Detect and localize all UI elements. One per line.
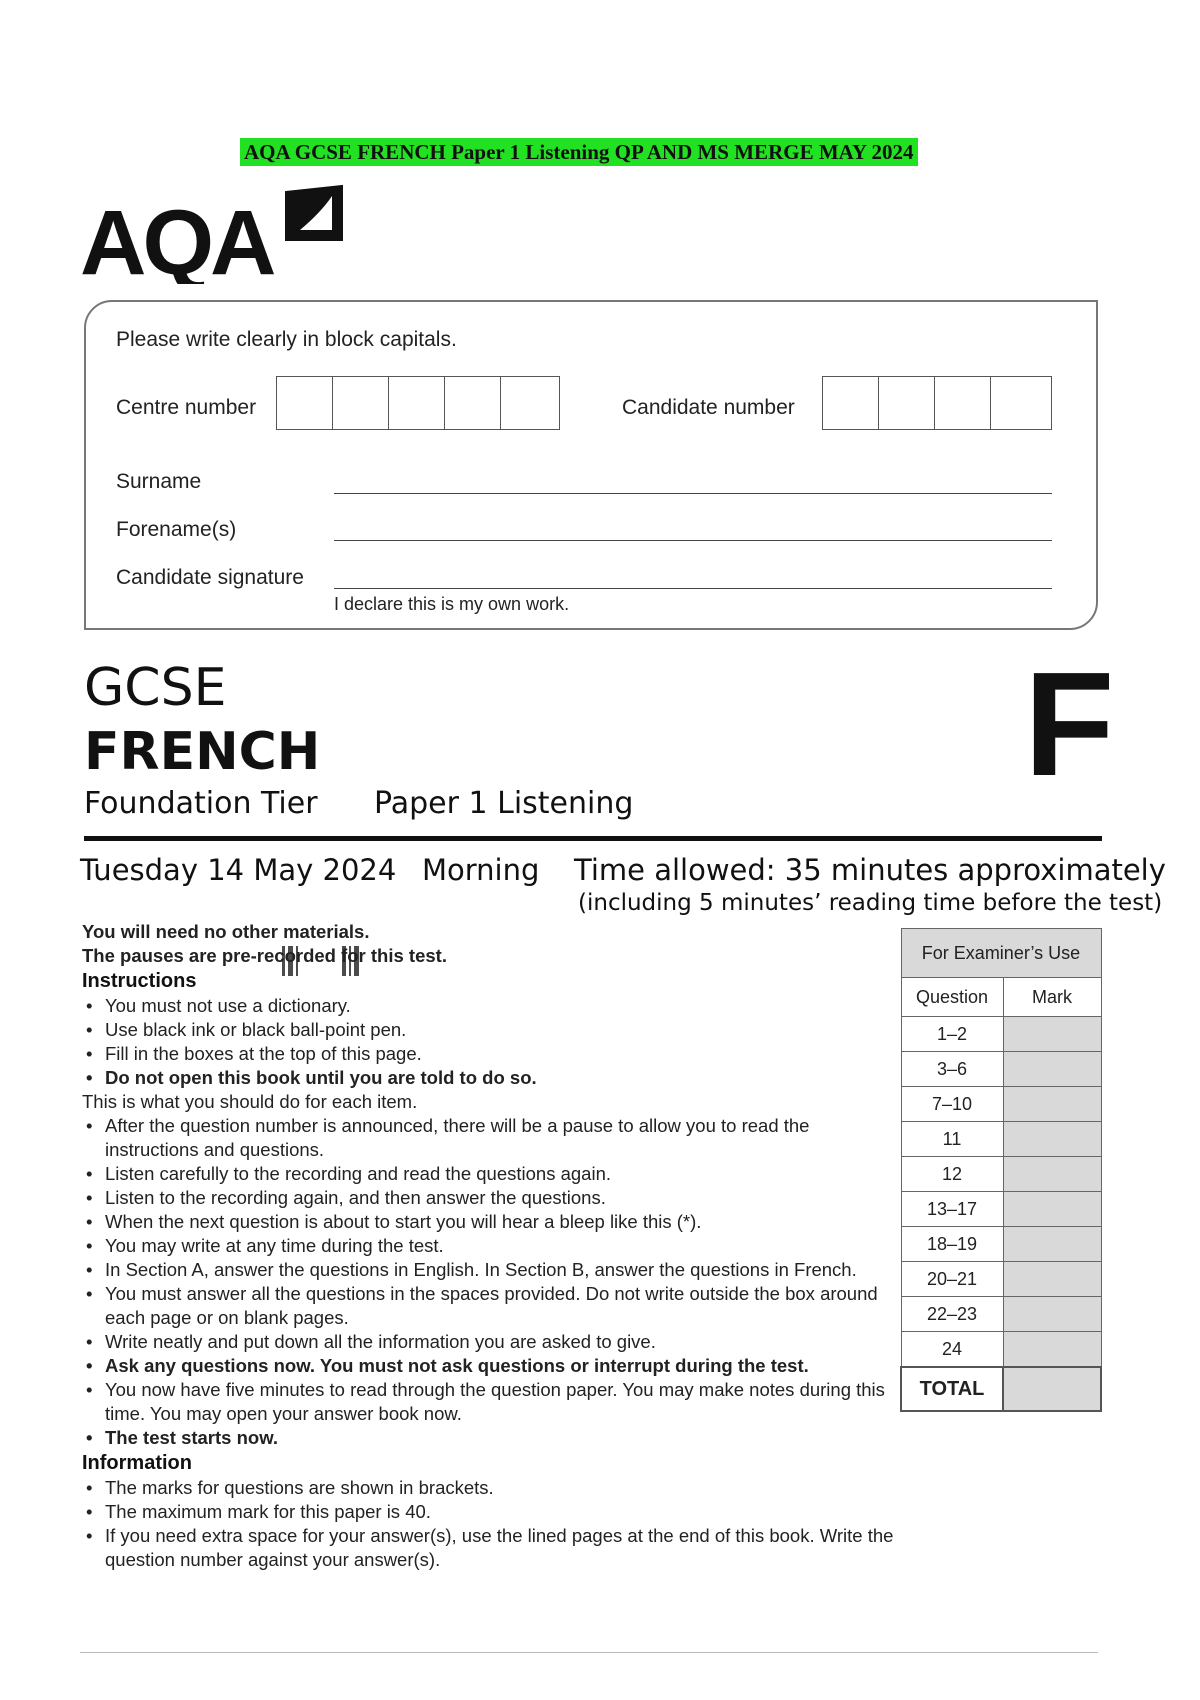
list-item: • Fill in the boxes at the top of this page. (82, 1042, 902, 1066)
table-row (901, 1052, 1101, 1087)
mark-cell (1003, 1227, 1101, 1262)
declaration-text: I declare this is my own work. (334, 594, 570, 614)
column-header-question: Question (901, 978, 1003, 1017)
question-number: 7–10 (901, 1087, 1003, 1122)
digit-box[interactable] (445, 377, 501, 429)
question-number: 20–21 (901, 1262, 1003, 1297)
materials-line: You will need no other materials. (82, 921, 370, 942)
list-item: • You must not use a dictionary. (82, 994, 902, 1018)
table-row (901, 1122, 1101, 1157)
question-number: 18–19 (901, 1227, 1003, 1262)
mark-cell (1003, 1332, 1101, 1368)
mark-cell (1003, 1087, 1101, 1122)
mark-cell (1003, 1192, 1101, 1227)
document-banner: AQA GCSE FRENCH Paper 1 Listening QP AND MS MERGE MAY 2024 (240, 138, 918, 166)
list-item: • The test starts now. (82, 1426, 902, 1450)
mark-cell (1003, 1297, 1101, 1332)
centre-number-label: Centre number (116, 396, 257, 419)
forenames-label: Forename(s) (116, 518, 237, 541)
table-row (901, 1227, 1101, 1262)
list-item: • Ask any questions now. You must not ask questions or interrupt during the test. (82, 1354, 902, 1378)
instructions-list (82, 994, 902, 1090)
list-item: • You may write at any time during the test. (82, 1234, 902, 1258)
question-number: 1–2 (901, 1017, 1003, 1052)
question-number: 3–6 (901, 1052, 1003, 1087)
total-mark-cell (1003, 1367, 1101, 1411)
list-item: • Write neatly and put down all the information you are asked to give. (82, 1330, 902, 1354)
mark-cell (1003, 1122, 1101, 1157)
digit-box[interactable] (501, 377, 557, 429)
digit-box[interactable] (823, 377, 879, 429)
digit-box[interactable] (879, 377, 935, 429)
pauses-line: The pauses are pre-recorded for this test. (82, 945, 447, 966)
svg-text:AQA: AQA (80, 192, 273, 284)
digit-box[interactable] (935, 377, 991, 429)
digit-box[interactable] (277, 377, 333, 429)
list-item: • In Section A, answer the questions in English. In Section B, answer the questions in French. (82, 1258, 902, 1282)
table-row (901, 1192, 1101, 1227)
list-item: • If you need extra space for your answer(s), use the lined pages at the end of this book. Write the question number against your answer(s). (82, 1524, 902, 1572)
total-row (901, 1367, 1101, 1411)
mark-cell (1003, 1157, 1101, 1192)
examiner-table-title: For Examiner’s Use (901, 929, 1101, 978)
instructions-section (82, 920, 902, 1572)
time-allowed: Time allowed: 35 minutes approximately (574, 853, 1166, 887)
list-item: • When the next question is about to start you will hear a bleep like this (*). (82, 1210, 902, 1234)
surname-field[interactable] (334, 493, 1052, 494)
reading-time-note: (including 5 minutes’ reading time before the test) (578, 890, 1163, 916)
subject-title: FRENCH (84, 722, 321, 782)
question-number: 12 (901, 1157, 1003, 1192)
paper-label: Paper 1 Listening (374, 786, 634, 821)
question-number: 11 (901, 1122, 1003, 1157)
table-row (901, 1332, 1101, 1368)
information-list (82, 1476, 902, 1572)
tier-letter: F (1024, 642, 1115, 807)
list-item: • Do not open this book until you are told to do so. (82, 1066, 902, 1090)
list-item: • Listen to the recording again, and then answer the questions. (82, 1186, 902, 1210)
forenames-field[interactable] (334, 540, 1052, 541)
signature-field[interactable] (334, 588, 1052, 589)
digit-box[interactable] (389, 377, 445, 429)
steps-list (82, 1114, 902, 1450)
list-item: • Use black ink or black ball-point pen. (82, 1018, 902, 1042)
footer-divider (80, 1652, 1098, 1653)
candidate-number-label: Candidate number (622, 396, 795, 419)
question-number: 22–23 (901, 1297, 1003, 1332)
examiner-use-table (900, 928, 1102, 1412)
exam-date: Tuesday 14 May 2024 (80, 853, 397, 887)
table-row (901, 1262, 1101, 1297)
instructions-heading: Instructions (82, 970, 197, 992)
table-row (901, 1297, 1101, 1332)
signature-label: Candidate signature (116, 566, 304, 589)
digit-box[interactable] (991, 377, 1047, 429)
list-item: • The maximum mark for this paper is 40. (82, 1500, 902, 1524)
question-number: 13–17 (901, 1192, 1003, 1227)
candidate-number-boxes[interactable] (822, 376, 1052, 430)
list-item: • Listen carefully to the recording and read the questions again. (82, 1162, 902, 1186)
tier-label: Foundation Tier (84, 786, 318, 821)
total-label: TOTAL (901, 1367, 1003, 1411)
digit-box[interactable] (333, 377, 389, 429)
aqa-logo (80, 184, 350, 284)
mark-cell (1003, 1262, 1101, 1297)
each-item-intro: This is what you should do for each item. (82, 1091, 418, 1112)
table-row (901, 1157, 1101, 1192)
list-item: • After the question number is announced, there will be a pause to allow you to read the instructions and questions. (82, 1114, 902, 1162)
qualification-title: GCSE (84, 658, 227, 718)
mark-cell (1003, 1017, 1101, 1052)
table-row (901, 1087, 1101, 1122)
list-item: • You must answer all the questions in the spaces provided. Do not write outside the box around each page or on blank pages. (82, 1282, 902, 1330)
form-intro: Please write clearly in block capitals. (116, 328, 457, 351)
question-number: 24 (901, 1332, 1003, 1368)
surname-label: Surname (116, 470, 202, 493)
column-header-mark: Mark (1003, 978, 1101, 1017)
table-row (901, 1017, 1101, 1052)
list-item: • The marks for questions are shown in brackets. (82, 1476, 902, 1500)
title-rule (84, 836, 1102, 841)
mark-cell (1003, 1052, 1101, 1087)
exam-session: Morning (422, 853, 540, 887)
list-item: • You now have five minutes to read through the question paper. You may make notes during this time. You may open your answer book now. (82, 1378, 902, 1426)
centre-number-boxes[interactable] (276, 376, 560, 430)
information-heading: Information (82, 1452, 192, 1474)
